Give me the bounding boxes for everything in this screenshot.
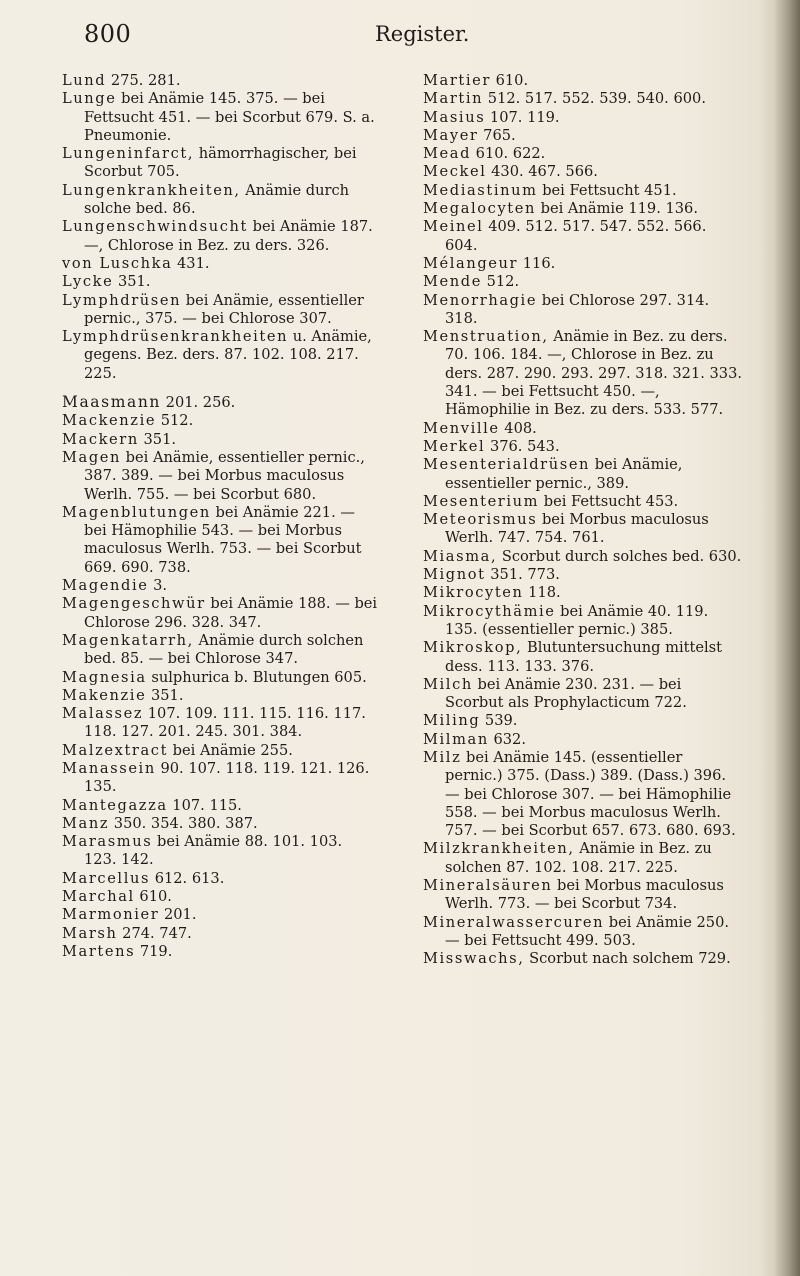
index-references: 512. xyxy=(156,412,194,430)
index-term: Menstruation, xyxy=(423,328,549,346)
index-references: u. Anämie, gegens. Bez. ders. 87. 102. 108. 217. 225. xyxy=(84,328,372,382)
index-references: Scorbut durch solches bed. 630. xyxy=(497,547,742,565)
index-term: Malassez xyxy=(62,705,144,723)
index-term: Mesenterialdrüsen xyxy=(423,456,591,474)
index-references: bei Anämie 221. — bei Hämophilie 543. — bei Morbus maculosus Werlh. 753. — bei Scorbut 669. 690. 738. xyxy=(84,503,362,576)
index-term: Meckel xyxy=(423,163,487,181)
index-entry xyxy=(423,603,743,640)
index-references: 201. xyxy=(159,906,197,924)
index-entry xyxy=(423,72,743,90)
index-term: Lymphdrüsen xyxy=(62,291,182,309)
page-header xyxy=(0,18,800,58)
index-entry xyxy=(423,731,743,749)
index-term: Magen xyxy=(62,448,122,466)
index-term: Mikroskop, xyxy=(423,639,523,657)
index-entry xyxy=(62,760,378,797)
index-term: Marasmus xyxy=(62,833,153,851)
index-term: Lungenkrankheiten, xyxy=(62,181,241,199)
index-references: 612. 613. xyxy=(150,869,225,887)
index-entry xyxy=(62,925,378,943)
index-entry xyxy=(62,72,378,90)
index-references: Anämie in Bez. zu ders. 70. 106. 184. —, Chlorose in Bez. zu ders. 287. 290. 293. 297. 318. 321. 333. 341. — bei Fettsucht 450. —, Hämophilie in Bez. zu ders. 533. 577. xyxy=(445,328,743,419)
index-references: 408. xyxy=(499,419,537,437)
index-references: hämorrhagischer, bei Scorbut 705. xyxy=(84,145,357,181)
index-entry xyxy=(423,127,743,145)
index-references: 107. 115. xyxy=(167,796,242,814)
index-references: bei Anämie, essentieller pernic., 387. 389. — bei Morbus maculosus Werlh. 755. — bei Scorbut 680. xyxy=(84,448,365,503)
index-references: bei Anämie 119. 136. xyxy=(536,200,698,218)
index-entry xyxy=(423,584,743,602)
index-entry xyxy=(423,328,743,419)
index-term: Masius xyxy=(423,108,486,126)
index-entry xyxy=(62,393,378,412)
index-entry xyxy=(62,449,378,504)
index-term: Maasmann xyxy=(62,393,162,412)
index-references: bei Anämie 250. — bei Fettsucht 499. 503. xyxy=(445,913,730,949)
index-references: bei Morbus maculosus Werlh. 747. 754. 761. xyxy=(445,511,709,547)
index-references: Blutuntersuchung mittelst dess. 113. 133. 376. xyxy=(445,639,723,675)
index-entry xyxy=(423,840,743,877)
index-entry xyxy=(62,669,378,687)
running-title: Register. xyxy=(375,22,470,46)
index-references: 107. 119. xyxy=(485,108,560,126)
index-entry xyxy=(423,548,743,566)
index-entry xyxy=(423,639,743,676)
index-term: Magnesia xyxy=(62,668,147,686)
index-term: Lungenschwindsucht xyxy=(62,218,248,236)
index-term: Milz xyxy=(423,748,462,766)
index-term: Makenzie xyxy=(62,686,147,704)
index-entry xyxy=(423,109,743,127)
index-entry xyxy=(62,577,378,595)
index-term: Magenkatarrh, xyxy=(62,631,194,649)
index-references: bei Anämie 188. — bei Chlorose 296. 328. 347. xyxy=(84,595,378,631)
index-entry xyxy=(423,950,743,968)
index-entry xyxy=(62,145,378,182)
index-term: Milzkrankheiten, xyxy=(423,840,575,858)
index-references: 350. 354. 380. 387. xyxy=(109,814,258,832)
index-entry xyxy=(423,420,743,438)
index-references: sulphurica b. Blutungen 605. xyxy=(146,668,367,686)
index-entry xyxy=(62,943,378,961)
index-references: bei Anämie, essentieller pernic., 375. — bei Chlorose 307. xyxy=(84,291,364,327)
index-column-right xyxy=(423,72,743,969)
index-entry xyxy=(423,676,743,713)
page-number: 800 xyxy=(84,20,132,48)
index-term: Mélangeur xyxy=(423,254,519,272)
index-entry xyxy=(423,566,743,584)
index-term: Marcellus xyxy=(62,869,151,887)
index-entry xyxy=(423,255,743,273)
index-references: 512. 517. 552. 539. 540. 600. xyxy=(483,90,706,108)
page-edge-shadow xyxy=(762,0,800,1276)
index-references: bei Anämie 40. 119. 135. (essentieller pernic.) 385. xyxy=(445,602,709,638)
index-term: Manassein xyxy=(62,759,156,777)
index-entry xyxy=(62,870,378,888)
index-term: Magendie xyxy=(62,577,149,595)
index-term: Marsh xyxy=(62,924,118,942)
index-entry xyxy=(62,273,378,291)
index-term: Meinel xyxy=(423,218,484,236)
index-term: Lunge xyxy=(62,90,117,108)
index-references: 351. xyxy=(113,273,151,291)
index-references: bei Anämie 255. xyxy=(168,741,293,759)
index-term: Martier xyxy=(423,72,491,89)
index-column-left xyxy=(62,72,378,961)
index-entry xyxy=(62,292,378,329)
index-term: Mediastinum xyxy=(423,181,538,199)
index-entry xyxy=(62,412,378,430)
index-term: Marchal xyxy=(62,888,135,906)
index-references: 765. xyxy=(478,126,516,144)
index-term: Mesenterium xyxy=(423,492,540,510)
index-references: bei Morbus maculosus Werlh. 773. — bei Scorbut 734. xyxy=(445,877,724,913)
index-entry xyxy=(423,163,743,181)
index-term: Mignot xyxy=(423,566,486,584)
index-term: Misswachs, xyxy=(423,950,525,968)
index-term: Mead xyxy=(423,145,472,163)
index-entry xyxy=(423,493,743,511)
index-entry xyxy=(423,438,743,456)
index-term: Mineralwassercuren xyxy=(423,913,605,931)
index-references: bei Anämie 187. —, Chlorose in Bez. zu ders. 326. xyxy=(84,218,373,254)
index-references: bei Anämie 230. 231. — bei Scorbut als Prophylacticum 722. xyxy=(445,675,687,712)
index-term: Lungeninfarct, xyxy=(62,145,195,163)
index-entry xyxy=(423,456,743,493)
index-entry xyxy=(62,218,378,255)
index-entry xyxy=(62,833,378,870)
index-references: 512. xyxy=(481,273,520,291)
index-entry xyxy=(423,749,743,840)
index-term: Mende xyxy=(423,273,482,291)
index-entry xyxy=(423,90,743,108)
index-entry xyxy=(62,595,378,632)
index-term: Mackern xyxy=(62,430,139,448)
index-entry xyxy=(423,273,743,291)
index-references: bei Fettsucht 453. xyxy=(539,492,679,510)
index-references: 430. 467. 566. xyxy=(486,163,598,181)
index-entry xyxy=(423,292,743,329)
section-gap xyxy=(62,383,378,393)
index-term: Magenblutungen xyxy=(62,503,211,521)
index-entry xyxy=(62,255,378,273)
index-references: 274. 747. xyxy=(117,924,192,942)
index-term: Mackenzie xyxy=(62,412,157,430)
index-references: Anämie in Bez. zu solchen 87. 102. 108. 217. 225. xyxy=(445,840,712,876)
index-entry xyxy=(423,145,743,163)
index-references: bei Anämie 145. 375. — bei Fettsucht 451. — bei Scorbut 679. S. a. Pneumonie. xyxy=(84,90,375,144)
index-term: Marmonier xyxy=(62,906,160,924)
index-term: von Luschka xyxy=(62,254,173,272)
index-references: 3. xyxy=(148,577,168,595)
index-entry xyxy=(423,712,743,730)
index-term: Martin xyxy=(423,90,484,108)
index-references: 351. 773. xyxy=(485,566,560,584)
index-entry xyxy=(62,632,378,669)
index-term: Milch xyxy=(423,675,473,693)
index-term: Martens xyxy=(62,942,136,960)
index-entry xyxy=(423,877,743,914)
index-term: Merkel xyxy=(423,437,486,455)
index-term: Megalocyten xyxy=(423,200,536,218)
index-references: 118. xyxy=(523,584,561,602)
index-references: bei Fettsucht 451. xyxy=(537,181,677,199)
index-entry xyxy=(62,182,378,219)
index-entry xyxy=(62,742,378,760)
index-entry xyxy=(62,705,378,742)
index-entry xyxy=(423,218,743,255)
index-references: bei Anämie, essentieller pernic., 389. xyxy=(445,456,683,492)
index-term: Milman xyxy=(423,730,489,748)
index-entry xyxy=(62,687,378,705)
index-entry xyxy=(62,815,378,833)
index-references: 539. xyxy=(480,712,518,730)
index-term: Lymphdrüsenkrankheiten xyxy=(62,328,289,346)
index-references: bei Chlorose 297. 314. 318. xyxy=(445,291,710,327)
index-references: bei Anämie 88. 101. 103. 123. 142. xyxy=(84,833,343,869)
index-term: Mantegazza xyxy=(62,796,168,814)
index-term: Mikrocythämie xyxy=(423,602,556,620)
index-references: 201. 256. xyxy=(161,394,236,412)
index-term: Mayer xyxy=(423,126,479,144)
index-entry xyxy=(62,504,378,577)
index-references: 107. 109. 111. 115. 116. 117. 118. 127. 201. 245. 301. 384. xyxy=(84,705,366,741)
index-references: 610. xyxy=(134,888,172,906)
index-references: 275. 281. xyxy=(106,72,181,89)
index-entry xyxy=(62,906,378,924)
index-references: 632. xyxy=(488,730,526,748)
index-references: 431. xyxy=(172,254,210,272)
index-term: Miling xyxy=(423,712,481,730)
index-references: Anämie durch solchen bed. 85. — bei Chlorose 347. xyxy=(84,631,364,668)
index-term: Malzextract xyxy=(62,741,169,759)
index-references: 610. 622. xyxy=(471,145,546,163)
index-references: 610. xyxy=(490,72,529,89)
index-references: 376. 543. xyxy=(485,437,560,455)
index-entry xyxy=(62,888,378,906)
index-term: Mineralsäuren xyxy=(423,877,553,895)
index-entry xyxy=(62,431,378,449)
index-term: Manz xyxy=(62,814,110,832)
index-references: Scorbut nach solchem 729. xyxy=(524,950,731,968)
index-term: Menville xyxy=(423,419,500,437)
index-entry xyxy=(423,914,743,951)
index-term: Mikrocyten xyxy=(423,584,524,602)
index-references: 351. xyxy=(146,686,184,704)
index-references: bei Anämie 145. (essentieller pernic.) 375. (Dass.) 389. (Dass.) 396. — bei Chlorose 307. — bei Hämophilie 558. — bei Morbus maculosus Werlh. 757. — bei Scorbut 657. 673. 680. 693. xyxy=(445,748,736,840)
index-entry xyxy=(423,200,743,218)
index-references: 719. xyxy=(135,942,173,960)
index-references: 90. 107. 118. 119. 121. 126. 135. xyxy=(84,759,370,796)
index-term: Miasma, xyxy=(423,547,498,565)
index-references: 409. 512. 517. 547. 552. 566. 604. xyxy=(445,218,707,254)
index-term: Meteorismus xyxy=(423,511,538,529)
index-entry xyxy=(62,328,378,383)
index-references: 351. xyxy=(138,430,177,448)
index-entry xyxy=(423,511,743,548)
index-term: Lund xyxy=(62,72,107,89)
index-entry xyxy=(62,90,378,145)
index-term: Lycke xyxy=(62,273,114,291)
index-references: 116. xyxy=(518,254,556,272)
index-references: Anämie durch solche bed. 86. xyxy=(84,181,350,218)
index-term: Menorrhagie xyxy=(423,291,538,309)
index-entry xyxy=(62,797,378,815)
index-entry xyxy=(423,182,743,200)
index-term: Magengeschwür xyxy=(62,595,206,613)
